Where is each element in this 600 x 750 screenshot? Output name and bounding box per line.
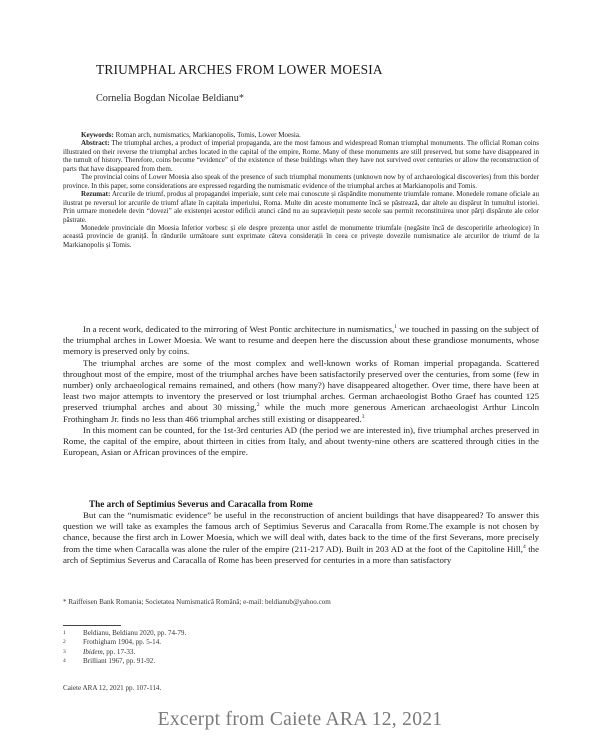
footnote-ref-4: 4	[523, 543, 526, 550]
excerpt-banner: Excerpt from Caiete ARA 12, 2021	[157, 709, 443, 730]
body-text	[63, 324, 539, 458]
body-p2-text-a: The triumphal arches are some of the most complex and well-known works of Roman imperial propaganda. Scattered throughout most of the empire, most of the triumphal arches have been satisfactorily preserved over the centuries, from some (few in number) only archaeological remains remained, and others (how many?) have disappeared altogether. Over time, there have been at least two major attempts to inventory the preserved or lost triumphal arches. German archaeologist Botho Graef has counted 125 preserved triumphal arches and about 30 missing,	[63, 357, 539, 413]
abstract-text: The triumphal arches, a product of imperial propaganda, are the most famous and widespread Roman triumphal monuments. The official Roman coins illustrated on their reverse the triumphal arches located in the capital of the empire, Rome. Many of these monuments are still preserved, but some have disappeared in the tumult of history. Therefore, coins become “evidence” of the existence of these buildings when they have not survived over centuries or allow the reconstruction of parts that have disappeared from them.	[63, 139, 539, 173]
abstract-section	[63, 131, 539, 249]
footnote-number: 3	[63, 648, 66, 655]
abstract-label: Abstract:	[81, 139, 110, 148]
rezumat-text: Arcurile de triumf, produs al propagandei imperiale, sunt cele mai cunoscute și răspândite monumente triumfale romane. Monedele romane oficiale au ilustrat pe reversul lor arcurile de triumf aflate în capitala imperiului, Roma. Multe din aceste monumente încă se păstrează, dar altele au dispărut în tumultul istoriei. Prin urmare monedele devin “dovezi” ale existenței acestor edificii atunci când nu au supraviețuit peste secole sau permit reconstituirea unor părți dispărute ale celor păstrate.	[63, 190, 539, 224]
rezumat-label: Rezumat:	[81, 190, 111, 199]
footnote-ref-2: 2	[256, 402, 260, 409]
footnote-text: , pp. 17-33.	[102, 647, 136, 656]
section-body-text	[63, 510, 539, 566]
footnote-number: 1	[63, 630, 66, 636]
footnote-ref-1: 1	[394, 324, 397, 331]
section-p1-text-b: the arch of Septimius Severus and Caracalla of Rome has been preserved for centuries in a more than satisfactory	[63, 543, 540, 565]
abstract-paragraph-2: The provincial coins of Lower Moesia also speak of the presence of such triumphal monuments (unknown now by of archaeological discoveries) from this border province. In this paper, some considerations are expressed regarding the numismatic evidence of the triumphal arches at Markianopolis and Tomis.	[63, 173, 539, 190]
footnote-ref-3: 3	[361, 413, 365, 420]
keywords-label: Keywords:	[81, 131, 114, 139]
keywords-line	[63, 131, 539, 139]
footnote-item	[63, 638, 363, 647]
journal-citation: Caiete ARA 12, 2021 pp. 107-114.	[63, 684, 162, 692]
article-title: TRIUMPHAL ARCHES FROM LOWER MOESIA	[96, 62, 383, 77]
rezumat-paragraph	[63, 190, 539, 224]
rezumat-paragraph-2: Monedele provinciale din Moesia Inferior vorbesc și ele despre prezența unor astfel de monumente triumfale (negăsite încă de descoperirile arheologice) în această provincie de graniță. În rândurile următoare sunt exprimate câteva considerații în ceea ce privește dovezile numismatice ale arcurilor de triumf de la Markianopolis și Tomis.	[63, 223, 539, 249]
article-authors: Cornelia Bogdan Nicolae Beldianu*	[96, 93, 244, 104]
footnote-divider	[63, 625, 121, 626]
footnote-item	[63, 629, 363, 638]
footnote-item	[63, 657, 363, 666]
keywords-text: Roman arch, numismatics, Markianopolis, Tomis, Lower Moesia.	[113, 131, 301, 139]
section-p1-text-a: But can the “numismatic evidence” be useful in the reconstruction of ancient buildings that have disappeared? To answer this question we will take as examples the famous arch of Septimius Severus and Caracalla from Rome.The example is not chosen by chance, because the first arch in Lower Moesia, which we will deal with, dates back to the time of the first Severans, more precisely from the time when Caracalla was alone the ruler of the empire (211-217 AD). Built in 203 AD at the foot of the Capitoline Hill,	[63, 510, 539, 554]
abstract-paragraph	[63, 139, 539, 173]
footnote-text: Brilliant 1967, pp. 91-92.	[83, 656, 156, 665]
body-p2-text-b: while the much more generous American archaeologist Arthur Lincoln Frothingham Jr. finds no less than 466 triumphal arches still existing or disappeared.	[63, 402, 539, 424]
body-paragraph-2	[63, 358, 539, 425]
footnotes-list	[63, 629, 363, 666]
section-paragraph-1	[63, 510, 539, 566]
footnote-text: Frothigham 1904, pp. 5-14.	[83, 638, 162, 647]
author-affiliation: * Raiffeisen Bank Romania; Societatea Numismatică Română; e-mail: beldianub@yahoo.com	[63, 598, 331, 606]
footnote-item	[63, 648, 363, 657]
footnote-number: 2	[63, 639, 66, 646]
section-heading: The arch of Septimius Severus and Caracalla from Rome	[89, 499, 313, 509]
body-paragraph-1	[63, 324, 539, 358]
body-p1-text-b: we touched in passing on the subject of the triumphal arches in Lower Moesia. We want to resume and deepen here the discussion about these grandiose monuments, whose memory is preserved only by coins.	[63, 324, 539, 357]
body-p1-text-a: In a recent work, dedicated to the mirroring of West Pontic architecture in numismatics,	[83, 324, 395, 334]
footnote-text: Beldianu, Beldianu 2020, pp. 74-79.	[83, 629, 187, 637]
footnote-number: 4	[63, 657, 66, 664]
body-paragraph-3: In this moment can be counted, for the 1st-3rd centuries AD (the period we are interested in), five triumphal arches preserved in Rome, the capital of the empire, about thirteen in cities from Italy, and about twenty-nine others are scattered through cities in the European, Asian or African provinces of the empire.	[63, 424, 539, 458]
footnote-italic: Ibidem	[83, 647, 103, 656]
